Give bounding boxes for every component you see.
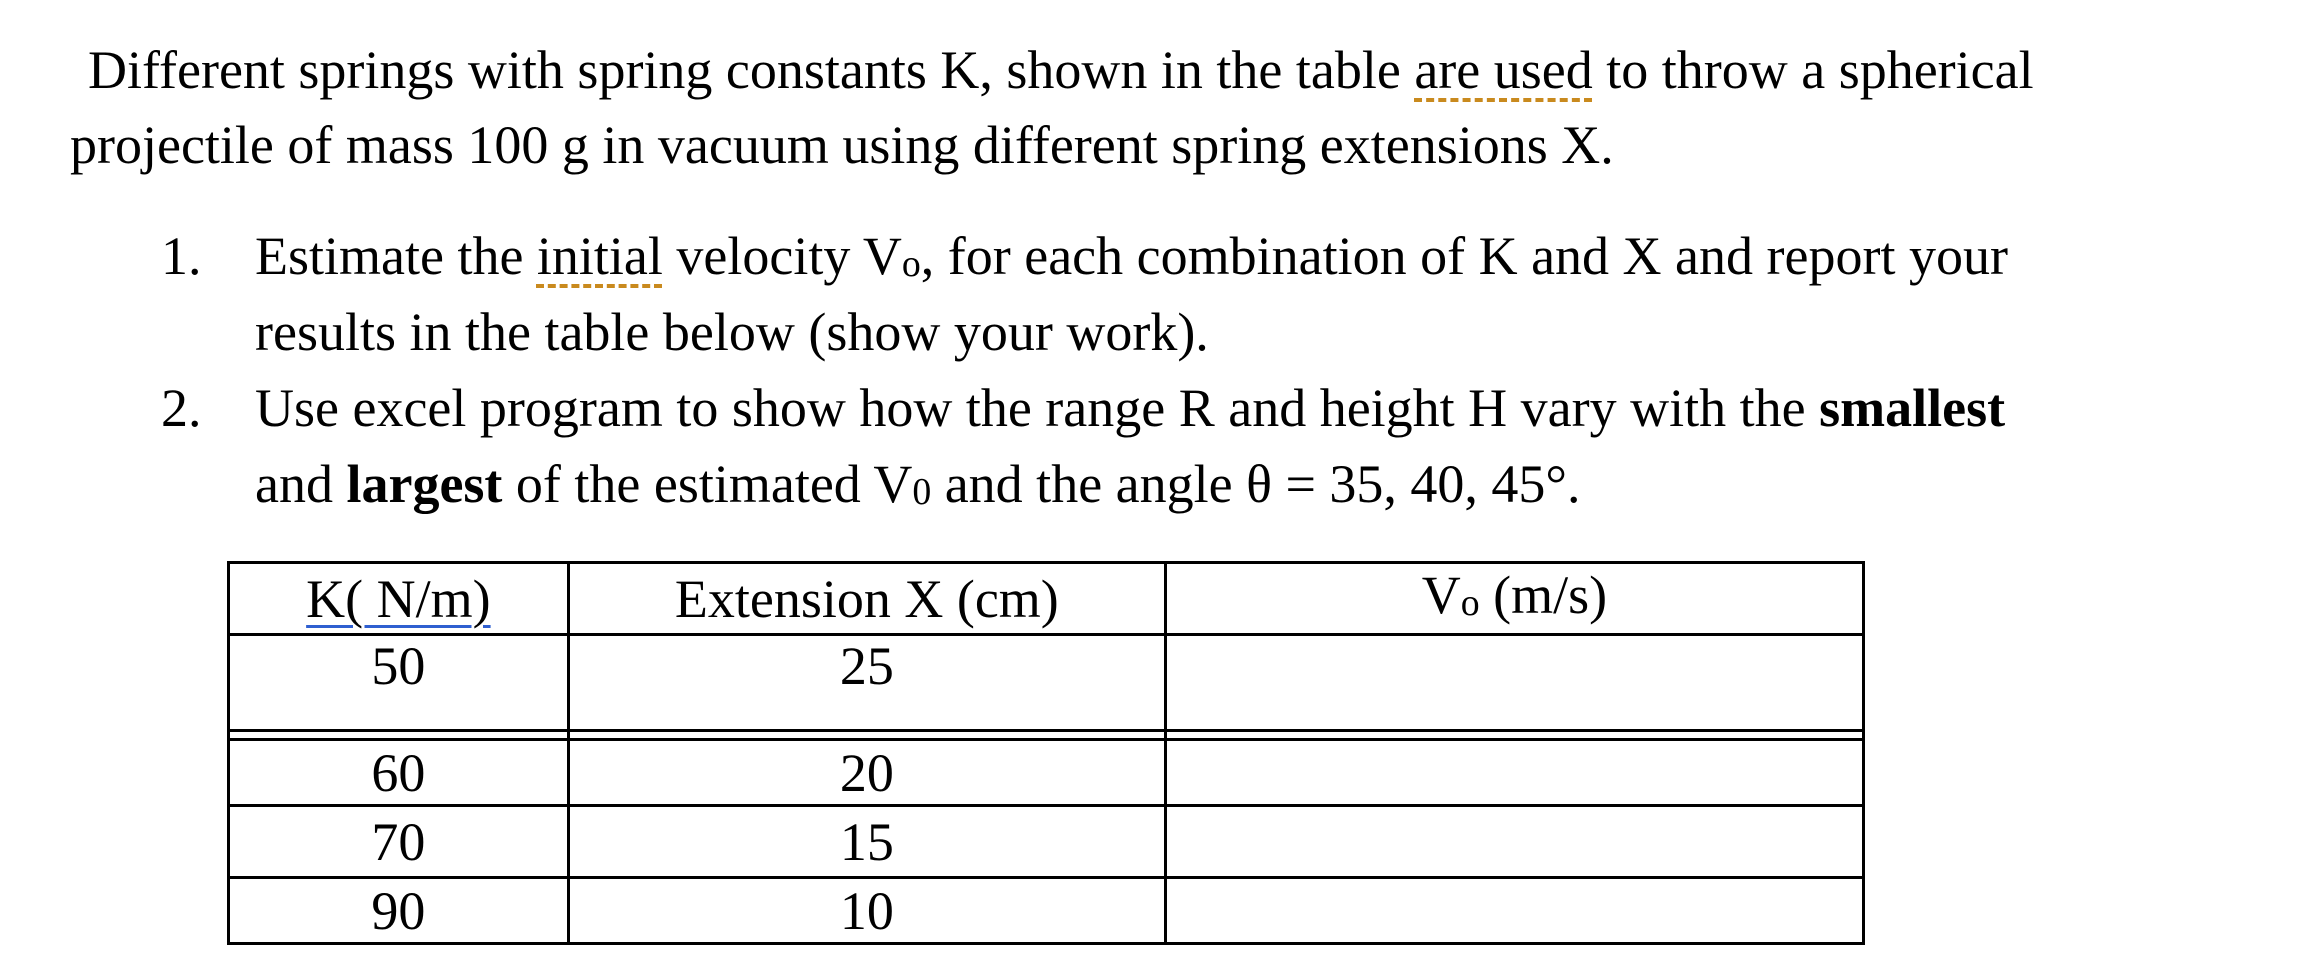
spellcheck-flag[interactable]: are used	[1414, 40, 1593, 100]
item-text: , for each combination of K and X and report your	[920, 226, 2008, 286]
cell-v[interactable]	[1165, 740, 1863, 806]
item-text: Use excel program to show how the range R and height H vary with the	[255, 378, 1820, 438]
header-k	[229, 563, 569, 635]
header-v: V	[1421, 564, 1461, 625]
table-spacer-row	[229, 731, 1864, 740]
intro-line-1	[88, 38, 2034, 102]
cell-v[interactable]	[1165, 806, 1863, 878]
item-text: Estimate the	[255, 226, 537, 286]
spacer-cell	[568, 731, 1165, 740]
subscript: 0	[912, 470, 932, 513]
subscript: o	[1460, 581, 1480, 624]
item-1-line-2: results in the table below (show your work).	[255, 302, 1209, 362]
cell-k: 70	[229, 806, 569, 878]
item-2-number: 2.	[161, 378, 202, 438]
header-velocity	[1165, 563, 1863, 635]
cell-x: 10	[568, 878, 1165, 944]
table-row	[229, 806, 1864, 878]
intro-text: Different springs with spring constants K, shown in the table	[88, 40, 1415, 100]
spacer-cell	[229, 731, 569, 740]
intro-text: to throw a spherical	[1592, 40, 2034, 100]
cell-k: 60	[229, 740, 569, 806]
intro-line-2: projectile of mass 100 g in vacuum using different spring extensions X.	[70, 115, 1614, 175]
item-text: velocity V	[662, 226, 902, 286]
cell-k: 90	[229, 878, 569, 944]
spellcheck-flag[interactable]: initial	[536, 226, 663, 286]
cell-v[interactable]	[1165, 635, 1863, 731]
cell-v[interactable]	[1165, 878, 1863, 944]
spacer-cell	[1165, 731, 1863, 740]
item-text: and	[255, 454, 347, 514]
table-header-row	[229, 563, 1864, 635]
table-row	[229, 878, 1864, 944]
link-underlined-text[interactable]: K( N/m)	[306, 568, 491, 629]
header-extension: Extension X (cm)	[568, 563, 1165, 635]
item-1-number: 1.	[161, 226, 202, 286]
cell-k: 50	[229, 635, 569, 731]
item-2-line-1	[255, 376, 2005, 440]
spring-table	[227, 561, 1865, 945]
bold-text: largest	[346, 454, 503, 514]
item-text: of the estimated V	[502, 454, 913, 514]
table-row	[229, 740, 1864, 806]
item-text: and the angle θ = 35, 40, 45°.	[931, 454, 1581, 514]
bold-text: smallest	[1819, 378, 2006, 438]
subscript: o	[901, 242, 921, 285]
cell-x: 25	[568, 635, 1165, 731]
table-row	[229, 635, 1864, 731]
header-unit: (m/s)	[1479, 564, 1608, 625]
item-1-line-1	[255, 224, 2008, 296]
item-2-line-2	[255, 452, 1581, 524]
cell-x: 20	[568, 740, 1165, 806]
cell-x: 15	[568, 806, 1165, 878]
